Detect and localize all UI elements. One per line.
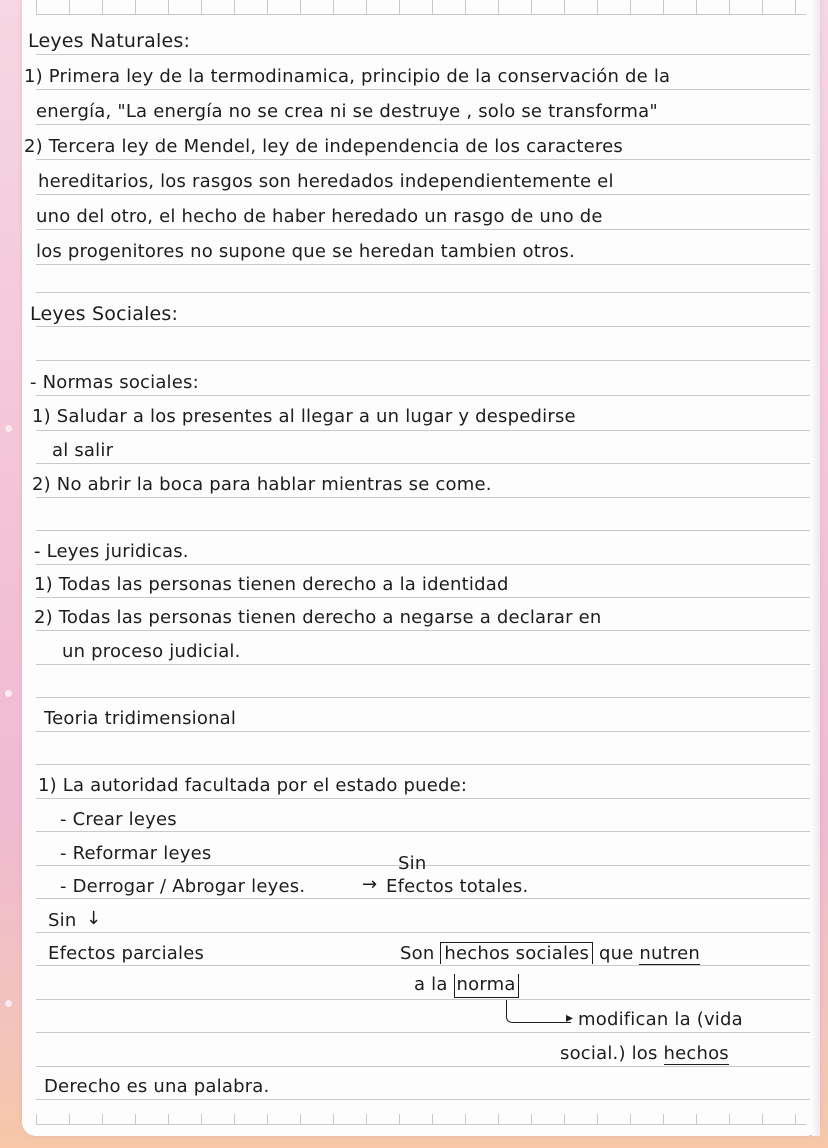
modifican-line: modifican la (vida [578, 1009, 743, 1030]
rule-line [36, 89, 810, 90]
rule-line [36, 597, 810, 598]
heading-social-laws: Leyes Sociales: [30, 303, 179, 325]
social-facts-line-2 [414, 974, 519, 995]
arrow-right-icon: → [362, 874, 378, 895]
rule-line [36, 530, 810, 531]
arrowhead-icon: ▸ [566, 1010, 574, 1026]
theory-bullet-reform: - Reformar leyes [60, 843, 212, 864]
sin-top: Sin [398, 853, 427, 874]
rule-line [36, 229, 810, 230]
legal-law-2-line-1: 2) Todas las personas tienen derecho a negarse a declarar en [34, 607, 602, 628]
rule-line [36, 932, 810, 933]
rule-line [36, 697, 810, 698]
theory-bullet-repeal: - Derrogar / Abrogar leyes. [60, 876, 306, 897]
social-norm-1-line-1: 1) Saludar a los presentes al llegar a un lugar y despedirse [32, 406, 576, 427]
natural-law-2-line-3: uno del otro, el hecho de haber heredado un rasgo de uno de [36, 206, 603, 227]
rule-line [36, 564, 810, 565]
social-facts-line-1 [400, 943, 700, 964]
natural-law-2-line-1: 2) Tercera ley de Mendel, ley de independencia de los caracteres [24, 136, 623, 157]
rule-line [36, 54, 810, 55]
bottom-margin-ticks [36, 1114, 806, 1125]
hechos-sociales-bracketed: hechos sociales [440, 942, 593, 964]
notebook-page [22, 0, 820, 1136]
hechos-underlined: hechos [663, 1043, 729, 1064]
rule-line [36, 292, 810, 293]
rule-line [36, 194, 810, 195]
theory-bullet-create: - Crear leyes [60, 809, 177, 830]
binder-hole [5, 690, 12, 697]
rule-line [36, 124, 810, 125]
rule-line [36, 630, 810, 631]
binder-hole [5, 425, 12, 432]
son-word: Son [400, 943, 435, 964]
sin-bottom: Sin [48, 910, 77, 931]
rule-line [36, 965, 810, 966]
partial-effects: Efectos parciales [48, 943, 205, 964]
legal-law-2-line-2: un proceso judicial. [62, 641, 241, 662]
rule-line [36, 1099, 810, 1100]
social-norm-1-line-2: al salir [52, 440, 114, 461]
natural-law-1-line-2: energía, "La energía no se crea ni se destruye , solo se transforma" [36, 101, 658, 122]
a-la-words: a la [414, 974, 448, 995]
norma-bracketed: norma [454, 974, 519, 998]
que-word: que [598, 943, 634, 964]
rule-line [36, 831, 810, 832]
closing-note: Derecho es una palabra. [44, 1076, 270, 1097]
legal-law-1: 1) Todas las personas tienen derecho a la identidad [34, 574, 509, 595]
elbow-arrow-icon [506, 1000, 571, 1023]
rule-line [36, 395, 810, 396]
rule-line [36, 664, 810, 665]
natural-law-2-line-2: hereditarios, los rasgos son heredados independientemente el [38, 171, 614, 192]
social-line [560, 1043, 729, 1064]
subheading-social-norms: - Normas sociales: [30, 372, 199, 393]
rule-line [36, 1066, 810, 1067]
arrow-down-icon: ↓ [86, 908, 102, 929]
rule-line [36, 764, 810, 765]
heading-natural-laws: Leyes Naturales: [28, 30, 191, 52]
rule-line [36, 430, 810, 431]
rule-line [36, 999, 810, 1000]
natural-law-1-line-1: 1) Primera ley de la termodinamica, principio de la conservación de la [24, 66, 671, 87]
rule-line [36, 731, 810, 732]
theory-item-1: 1) La autoridad facultada por el estado puede: [38, 775, 468, 796]
social-norm-2: 2) No abrir la boca para hablar mientras se come. [32, 474, 492, 495]
rule-line [36, 1032, 810, 1033]
rule-line [36, 360, 810, 361]
nutren-underlined: nutren [639, 943, 700, 964]
rule-line [36, 159, 810, 160]
rule-line [36, 497, 810, 498]
social-text: social.) los [560, 1043, 658, 1064]
heading-three-dimensional-theory: Teoria tridimensional [44, 708, 237, 729]
rule-line [36, 898, 810, 899]
top-margin-ticks [36, 0, 806, 15]
rule-line [36, 326, 810, 327]
natural-law-2-line-4: los progenitores no supone que se heredan tambien otros. [36, 241, 575, 262]
rule-line [36, 463, 810, 464]
page-edge [812, 0, 820, 1136]
binder-hole [5, 1000, 12, 1007]
rule-line [36, 264, 810, 265]
subheading-legal-laws: - Leyes juridicas. [34, 541, 189, 562]
total-effects: Efectos totales. [386, 876, 529, 897]
rule-line [36, 798, 810, 799]
